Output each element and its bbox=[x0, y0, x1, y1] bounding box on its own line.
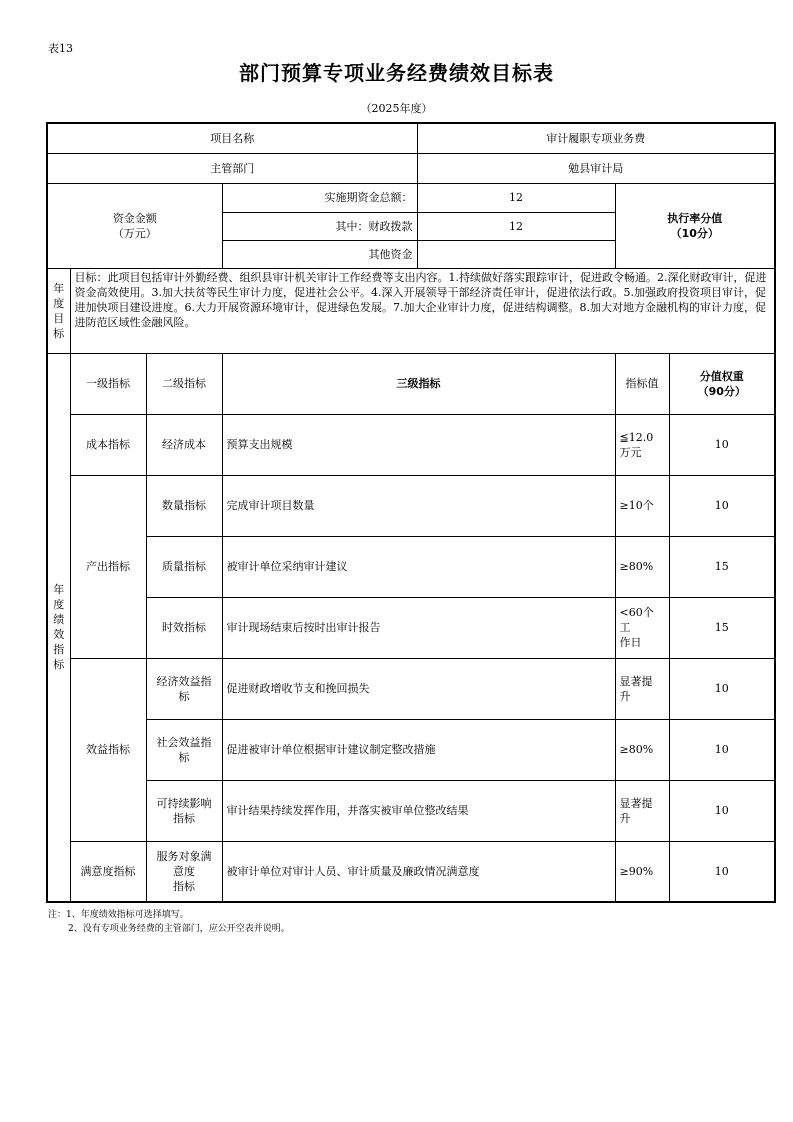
weight-cell: 10 bbox=[669, 780, 775, 841]
table-row bbox=[47, 414, 775, 475]
table-row bbox=[47, 841, 775, 902]
annual-goal-text: 目标：此项目包括审计外勤经费、组织县审计机关审计工作经费等支出内容。1.持续做好落实跟踪审计，促进政令畅通。2.深化财政审计，促进资金高效使用。3.加大扶贫等民生审计力度，促进社会公平。4.深入开展领导干部经济责任审计，促进依法行政。5.加强政府投资项目审计，促进加快项目建设进度。6.大力开展资源环境审计，促进绿色发展。7.加大企业审计力度，促进结构调整。8.加大对地方金融机构的审计力度，促进防范区域性金融风险。 bbox=[70, 268, 775, 353]
funds-other-label: 其他资金 bbox=[222, 240, 417, 268]
level1-cell: 产出指标 bbox=[70, 475, 146, 658]
level3-cell: 促进被审计单位根据审计建议制定整改措施 bbox=[222, 719, 615, 780]
level2-cell: 经济效益指 标 bbox=[146, 658, 222, 719]
level1-cell: 效益指标 bbox=[70, 658, 146, 841]
level3-cell: 被审计单位对审计人员、审计质量及廉政情况满意度 bbox=[222, 841, 615, 902]
table-row bbox=[47, 780, 775, 841]
target-cell: ≦12.0 万元 bbox=[615, 414, 669, 475]
weight-cell: 10 bbox=[669, 475, 775, 536]
page-title: 部门预算专项业务经费绩效目标表 bbox=[239, 61, 554, 85]
department-label: 主管部门 bbox=[47, 153, 417, 183]
weight-cell: 10 bbox=[669, 719, 775, 780]
table-row bbox=[47, 719, 775, 780]
level1-cell: 满意度指标 bbox=[70, 841, 146, 902]
level2-cell: 质量指标 bbox=[146, 536, 222, 597]
target-cell: ≥10个 bbox=[615, 475, 669, 536]
fiscal-year: （2025年度） bbox=[360, 102, 433, 115]
funds-other-value bbox=[417, 240, 615, 268]
indicators-section-label: 年度绩效指标 bbox=[47, 353, 70, 902]
level3-cell: 被审计单位采纳审计建议 bbox=[222, 536, 615, 597]
funds-fiscal-value: 12 bbox=[417, 212, 615, 240]
table-row bbox=[47, 597, 775, 658]
indicators-header-row bbox=[47, 353, 775, 414]
level3-cell: 完成审计项目数量 bbox=[222, 475, 615, 536]
footnote-1: 注：1、年度绩效指标可选择填写。 bbox=[48, 910, 189, 920]
funds-total-label: 实施期资金总额： bbox=[222, 183, 417, 212]
level3-cell: 预算支出规模 bbox=[222, 414, 615, 475]
execution-rate-score: 执行率分值 （10分） bbox=[615, 183, 775, 268]
target-cell: 显著提 升 bbox=[615, 658, 669, 719]
project-name-row bbox=[47, 123, 775, 153]
project-name-value: 审计履职专项业务费 bbox=[417, 123, 775, 153]
header-target: 指标值 bbox=[615, 353, 669, 414]
level3-cell: 促进财政增收节支和挽回损失 bbox=[222, 658, 615, 719]
table-number: 表13 bbox=[48, 42, 73, 55]
target-cell: ≥90% bbox=[615, 841, 669, 902]
footnotes bbox=[48, 908, 290, 936]
funds-amount-label: 资金金额 （万元） bbox=[47, 183, 222, 268]
department-value: 勉县审计局 bbox=[417, 153, 775, 183]
table-row bbox=[47, 658, 775, 719]
level2-cell: 数量指标 bbox=[146, 475, 222, 536]
header-level3: 三级指标 bbox=[222, 353, 615, 414]
level2-cell: 服务对象满 意度 指标 bbox=[146, 841, 222, 902]
funds-fiscal-label: 其中：财政拨款 bbox=[222, 212, 417, 240]
table-row bbox=[47, 536, 775, 597]
weight-cell: 15 bbox=[669, 536, 775, 597]
weight-cell: 10 bbox=[669, 658, 775, 719]
weight-cell: 10 bbox=[669, 841, 775, 902]
funds-total-row bbox=[47, 183, 775, 212]
level2-cell: 可持续影响 指标 bbox=[146, 780, 222, 841]
weight-cell: 10 bbox=[669, 414, 775, 475]
annual-goal-row bbox=[47, 268, 775, 353]
target-cell: 显著提 升 bbox=[615, 780, 669, 841]
footnote-2: 2、没有专项业务经费的主管部门，应公开空表并说明。 bbox=[68, 924, 290, 934]
level2-cell: 经济成本 bbox=[146, 414, 222, 475]
target-cell: ≥80% bbox=[615, 719, 669, 780]
project-name-label: 项目名称 bbox=[47, 123, 417, 153]
target-cell: ≥80% bbox=[615, 536, 669, 597]
level1-cell: 成本指标 bbox=[70, 414, 146, 475]
level2-cell: 社会效益指 标 bbox=[146, 719, 222, 780]
table-row bbox=[47, 475, 775, 536]
level3-cell: 审计现场结束后按时出审计报告 bbox=[222, 597, 615, 658]
annual-goal-label: 年度目标 bbox=[47, 268, 70, 353]
performance-target-table bbox=[46, 122, 776, 903]
header-weight: 分值权重 （90分） bbox=[669, 353, 775, 414]
header-level1: 一级指标 bbox=[70, 353, 146, 414]
weight-cell: 15 bbox=[669, 597, 775, 658]
header-level2: 二级指标 bbox=[146, 353, 222, 414]
target-cell: <60个工 作日 bbox=[615, 597, 669, 658]
level3-cell: 审计结果持续发挥作用，并落实被审单位整改结果 bbox=[222, 780, 615, 841]
department-row bbox=[47, 153, 775, 183]
level2-cell: 时效指标 bbox=[146, 597, 222, 658]
funds-total-value: 12 bbox=[417, 183, 615, 212]
